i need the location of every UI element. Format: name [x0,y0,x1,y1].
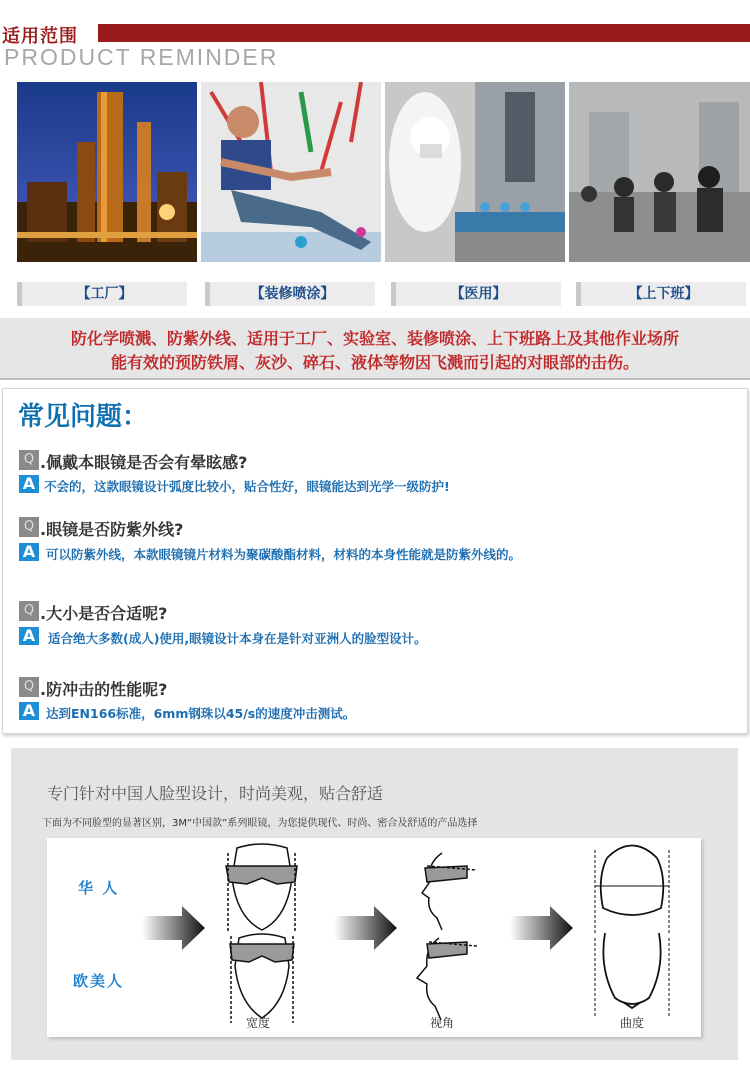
title-bar [98,24,750,42]
section-title: 适用范围 [2,26,78,47]
design-subtitle: 下面为不同脸型的显著区别，3M“中国款”系列眼镜，为您提供现代、时尚、密合及舒适的产品选择 [42,818,478,829]
scenario-tab-commute: 【上下班】 [576,282,746,306]
commute-photo [569,82,750,262]
a-badge: A [19,702,39,720]
design-title: 专门针对中国人脸型设计，时尚美观，贴合舒适 [47,784,384,803]
q-badge: Q [19,677,39,697]
scenario-tab-factory: 【工厂】 [17,282,187,306]
painter-photo [201,82,381,262]
faq-answer-1: 不会的，这款眼镜设计弧度比较小，贴合性好，眼镜能达到光学一级防护! [44,479,450,494]
caption-view-angle: 视角 [430,1016,455,1030]
q-badge: Q [19,517,39,537]
scenario-tab-medical: 【医用】 [391,282,561,306]
faq-question-3: .大小是否合适呢? [40,604,168,623]
q-badge: Q [19,601,39,621]
row-label-asian: 华 人 [78,879,120,897]
caption-curvature: 曲度 [620,1016,645,1030]
a-badge: A [19,475,39,493]
faq-question-1: .佩戴本眼镜是否会有晕眩感? [40,453,248,472]
q-badge: Q [19,450,39,470]
face-front-asian-icon [226,844,297,933]
face-side-western-icon [417,938,477,1020]
a-badge: A [19,543,39,561]
face-front-western-icon [230,934,294,1023]
a-badge: A [19,627,39,645]
arrow-icon [334,906,397,950]
faq-answer-3: 适合绝大多数(成人)使用,眼镜设计本身在是针对亚洲人的脸型设计。 [48,631,427,646]
arrow-icon [510,906,573,950]
faq-answer-2: 可以防紫外线，本款眼镜镜片材料为聚碳酸酯材料，材料的本身性能就是防紫外线的。 [46,547,522,562]
arrow-icon [142,906,205,950]
section-subtitle: PRODUCT REMINDER [4,44,279,70]
lens-curve-asian-icon [595,846,669,934]
row-label-western: 欧美人 [73,972,125,990]
usage-line-1: 防化学喷溅、防紫外线、适用于工厂、实验室、装修喷涂、上下班路上及其他作业场所 [70,329,679,348]
faq-answer-4: 达到EN166标准，6mm钢珠以45/s的速度冲击测试。 [46,706,356,721]
lens-curve-western-icon [595,933,669,1018]
lab-photo [385,82,565,262]
face-side-asian-icon [422,853,477,930]
comparison-illustration [47,838,701,1037]
usage-line-2: 能有效的预防铁屑、灰沙、碎石、液体等物因飞溅而引起的对眼部的击伤。 [110,353,639,372]
caption-width: 宽度 [246,1016,271,1030]
scenario-tab-painting: 【装修喷涂】 [205,282,375,306]
faq-question-2: .眼镜是否防紫外线? [40,520,184,539]
factory-photo [17,82,197,262]
faq-question-4: .防冲击的性能呢? [40,680,168,699]
faq-title: 常见问题： [18,402,149,432]
